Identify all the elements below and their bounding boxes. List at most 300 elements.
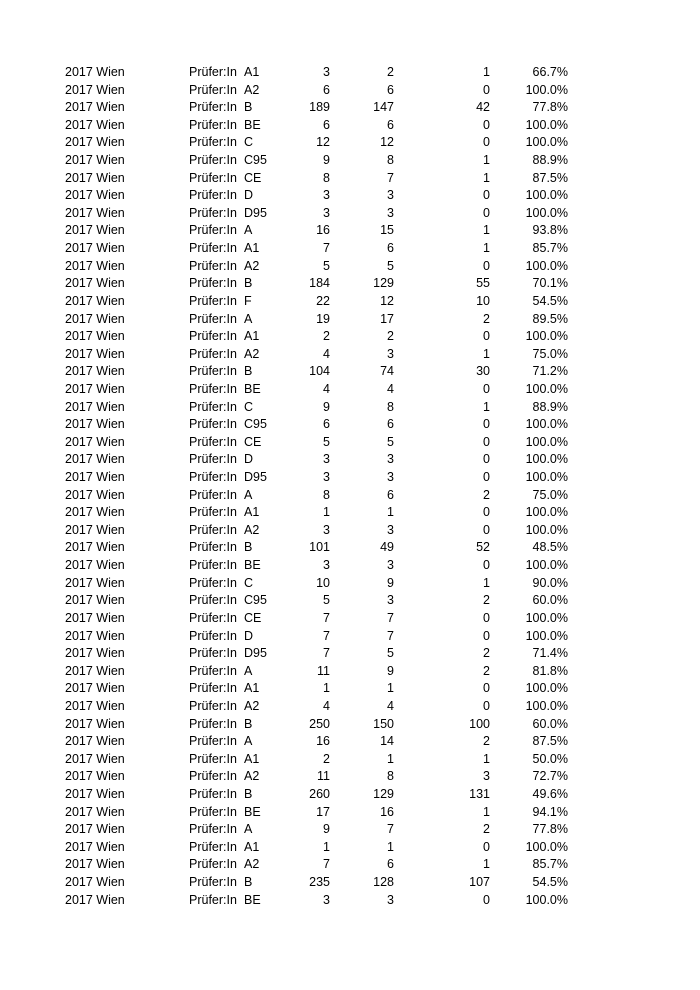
total-count-cell: 5: [323, 593, 330, 608]
total-count-cell: 16: [316, 223, 330, 238]
pass-rate-cell: 72.7%: [532, 769, 568, 784]
total-count-cell: 11: [317, 769, 330, 784]
total-count-cell: 9: [323, 153, 330, 168]
examiner-role-cell: Prüfer:In: [189, 875, 237, 890]
examiner-role-cell: Prüfer:In: [189, 505, 237, 520]
failed-count-cell: 42: [476, 100, 490, 115]
passed-count-cell: 9: [387, 663, 394, 678]
examiner-role-cell: Prüfer:In: [189, 399, 237, 414]
license-class-cell: A1: [244, 329, 260, 344]
license-class-cell: A2: [244, 82, 260, 97]
examiner-role-cell: Prüfer:In: [189, 258, 237, 273]
year-location-cell: 2017 Wien: [65, 293, 125, 308]
failed-count-cell: 3: [483, 769, 490, 784]
table-row: [0, 645, 700, 663]
table-row: [0, 311, 700, 329]
table-row: [0, 275, 700, 293]
license-class-cell: D: [244, 188, 254, 203]
pass-rate-cell: 89.5%: [532, 311, 568, 326]
year-location-cell: 2017 Wien: [65, 205, 125, 220]
total-count-cell: 260: [309, 786, 330, 801]
table-row: [0, 539, 700, 557]
year-location-cell: 2017 Wien: [65, 170, 125, 185]
failed-count-cell: 52: [476, 540, 490, 555]
passed-count-cell: 6: [387, 82, 394, 97]
pass-rate-cell: 100.0%: [525, 470, 568, 485]
table-row: [0, 451, 700, 469]
failed-count-cell: 100: [469, 716, 490, 731]
examiner-role-cell: Prüfer:In: [189, 117, 237, 132]
pass-rate-cell: 54.5%: [532, 875, 568, 890]
pass-rate-cell: 71.2%: [532, 364, 568, 379]
total-count-cell: 2: [323, 329, 330, 344]
failed-count-cell: 10: [476, 293, 490, 308]
pass-rate-cell: 60.0%: [532, 716, 568, 731]
passed-count-cell: 6: [387, 117, 394, 132]
passed-count-cell: 74: [380, 364, 394, 379]
license-class-cell: D95: [244, 470, 267, 485]
examiner-role-cell: Prüfer:In: [189, 470, 237, 485]
total-count-cell: 1: [323, 839, 330, 854]
failed-count-cell: 0: [483, 188, 490, 203]
year-location-cell: 2017 Wien: [65, 610, 125, 625]
year-location-cell: 2017 Wien: [65, 804, 125, 819]
passed-count-cell: 7: [387, 822, 394, 837]
examiner-role-cell: Prüfer:In: [189, 82, 237, 97]
table-row: [0, 152, 700, 170]
year-location-cell: 2017 Wien: [65, 100, 125, 115]
total-count-cell: 1: [323, 505, 330, 520]
passed-count-cell: 4: [387, 698, 394, 713]
license-class-cell: A1: [244, 751, 260, 766]
year-location-cell: 2017 Wien: [65, 188, 125, 203]
examiner-role-cell: Prüfer:In: [189, 681, 237, 696]
examiner-role-cell: Prüfer:In: [189, 822, 237, 837]
passed-count-cell: 150: [373, 716, 394, 731]
failed-count-cell: 1: [483, 223, 490, 238]
examiner-role-cell: Prüfer:In: [189, 100, 237, 115]
pass-rate-cell: 100.0%: [525, 117, 568, 132]
year-location-cell: 2017 Wien: [65, 346, 125, 361]
license-class-cell: CE: [244, 434, 262, 449]
pass-rate-cell: 87.5%: [532, 734, 568, 749]
pass-rate-cell: 100.0%: [525, 839, 568, 854]
table-row: [0, 698, 700, 716]
total-count-cell: 189: [309, 100, 330, 115]
pass-rate-cell: 81.8%: [532, 663, 568, 678]
failed-count-cell: 0: [483, 434, 490, 449]
examiner-role-cell: Prüfer:In: [189, 65, 237, 79]
year-location-cell: 2017 Wien: [65, 135, 125, 150]
year-location-cell: 2017 Wien: [65, 311, 125, 326]
examiner-role-cell: Prüfer:In: [189, 417, 237, 432]
license-class-cell: C95: [244, 153, 267, 168]
table-row: [0, 628, 700, 646]
pass-rate-cell: 85.7%: [532, 857, 568, 872]
failed-count-cell: 0: [483, 505, 490, 520]
table-row: [0, 99, 700, 117]
examiner-role-cell: Prüfer:In: [189, 293, 237, 308]
year-location-cell: 2017 Wien: [65, 628, 125, 643]
pass-rate-cell: 100.0%: [525, 892, 568, 907]
table-row: [0, 64, 700, 82]
pass-rate-cell: 100.0%: [525, 329, 568, 344]
passed-count-cell: 5: [387, 434, 394, 449]
examiner-role-cell: Prüfer:In: [189, 698, 237, 713]
license-class-cell: A1: [244, 241, 260, 256]
examiner-role-cell: Prüfer:In: [189, 857, 237, 872]
pass-rate-cell: 88.9%: [532, 399, 568, 414]
license-class-cell: C: [244, 135, 254, 150]
pass-rate-cell: 100.0%: [525, 205, 568, 220]
table-row: [0, 522, 700, 540]
passed-count-cell: 4: [387, 381, 394, 396]
examiner-role-cell: Prüfer:In: [189, 646, 237, 661]
year-location-cell: 2017 Wien: [65, 434, 125, 449]
passed-count-cell: 15: [380, 223, 394, 238]
year-location-cell: 2017 Wien: [65, 786, 125, 801]
total-count-cell: 4: [323, 698, 330, 713]
pass-rate-cell: 100.0%: [525, 381, 568, 396]
table-row: [0, 804, 700, 822]
year-location-cell: 2017 Wien: [65, 734, 125, 749]
table-row: [0, 328, 700, 346]
pass-rate-cell: 85.7%: [532, 241, 568, 256]
examiner-role-cell: Prüfer:In: [189, 487, 237, 502]
examiner-role-cell: Prüfer:In: [189, 716, 237, 731]
year-location-cell: 2017 Wien: [65, 822, 125, 837]
year-location-cell: 2017 Wien: [65, 452, 125, 467]
table-row: [0, 346, 700, 364]
passed-count-cell: 6: [387, 857, 394, 872]
year-location-cell: 2017 Wien: [65, 558, 125, 573]
failed-count-cell: 0: [483, 205, 490, 220]
license-class-cell: B: [244, 540, 253, 555]
table-row: [0, 117, 700, 135]
failed-count-cell: 1: [483, 857, 490, 872]
year-location-cell: 2017 Wien: [65, 487, 125, 502]
license-class-cell: B: [244, 364, 253, 379]
examiner-role-cell: Prüfer:In: [189, 751, 237, 766]
pass-rate-cell: 70.1%: [532, 276, 568, 291]
table-row: [0, 610, 700, 628]
table-row: [0, 205, 700, 223]
passed-count-cell: 3: [387, 452, 394, 467]
failed-count-cell: 2: [483, 593, 490, 608]
license-class-cell: F: [244, 293, 252, 308]
examiner-role-cell: Prüfer:In: [189, 311, 237, 326]
total-count-cell: 7: [323, 610, 330, 625]
license-class-cell: A1: [244, 65, 260, 79]
license-class-cell: D95: [244, 646, 267, 661]
pass-rate-cell: 100.0%: [525, 82, 568, 97]
failed-count-cell: 0: [483, 82, 490, 97]
passed-count-cell: 129: [373, 786, 394, 801]
year-location-cell: 2017 Wien: [65, 241, 125, 256]
pass-rate-cell: 71.4%: [532, 646, 568, 661]
pass-rate-cell: 100.0%: [525, 522, 568, 537]
table-row: [0, 663, 700, 681]
total-count-cell: 12: [316, 135, 330, 150]
year-location-cell: 2017 Wien: [65, 663, 125, 678]
examiner-role-cell: Prüfer:In: [189, 434, 237, 449]
table-row: [0, 733, 700, 751]
pass-rate-cell: 90.0%: [532, 575, 568, 590]
total-count-cell: 3: [323, 522, 330, 537]
license-class-cell: BE: [244, 558, 261, 573]
license-class-cell: A2: [244, 346, 260, 361]
examiner-role-cell: Prüfer:In: [189, 734, 237, 749]
pass-rate-cell: 100.0%: [525, 558, 568, 573]
table-row: [0, 434, 700, 452]
failed-count-cell: 55: [476, 276, 490, 291]
pass-rate-cell: 94.1%: [532, 804, 568, 819]
failed-count-cell: 1: [483, 804, 490, 819]
table-row: [0, 187, 700, 205]
license-class-cell: BE: [244, 892, 261, 907]
year-location-cell: 2017 Wien: [65, 540, 125, 555]
license-class-cell: A1: [244, 505, 260, 520]
examiner-role-cell: Prüfer:In: [189, 540, 237, 555]
year-location-cell: 2017 Wien: [65, 223, 125, 238]
year-location-cell: 2017 Wien: [65, 575, 125, 590]
license-class-cell: A: [244, 734, 253, 749]
pass-rate-cell: 100.0%: [525, 135, 568, 150]
license-class-cell: BE: [244, 804, 261, 819]
passed-count-cell: 5: [387, 258, 394, 273]
total-count-cell: 10: [316, 575, 330, 590]
examiner-role-cell: Prüfer:In: [189, 346, 237, 361]
license-class-cell: A: [244, 663, 253, 678]
failed-count-cell: 1: [483, 751, 490, 766]
total-count-cell: 3: [323, 452, 330, 467]
total-count-cell: 1: [323, 681, 330, 696]
table-row: [0, 469, 700, 487]
table-row: [0, 856, 700, 874]
license-class-cell: A: [244, 822, 253, 837]
license-class-cell: D: [244, 628, 254, 643]
pass-rate-cell: 100.0%: [525, 505, 568, 520]
license-class-cell: A1: [244, 681, 260, 696]
table-row: [0, 575, 700, 593]
pass-rate-cell: 50.0%: [532, 751, 568, 766]
license-class-cell: D: [244, 452, 254, 467]
pass-rate-cell: 100.0%: [525, 258, 568, 273]
passed-count-cell: 5: [387, 646, 394, 661]
table-row: [0, 892, 700, 910]
pass-rate-cell: 88.9%: [532, 153, 568, 168]
examiner-role-cell: Prüfer:In: [189, 663, 237, 678]
passed-count-cell: 3: [387, 558, 394, 573]
examiner-role-cell: Prüfer:In: [189, 628, 237, 643]
license-class-cell: A2: [244, 522, 260, 537]
pass-rate-cell: 100.0%: [525, 698, 568, 713]
examiner-role-cell: Prüfer:In: [189, 153, 237, 168]
passed-count-cell: 3: [387, 470, 394, 485]
pass-rate-cell: 87.5%: [532, 170, 568, 185]
total-count-cell: 104: [309, 364, 330, 379]
failed-count-cell: 0: [483, 470, 490, 485]
total-count-cell: 17: [316, 804, 330, 819]
examiner-role-cell: Prüfer:In: [189, 223, 237, 238]
passed-count-cell: 8: [387, 399, 394, 414]
table-row: [0, 557, 700, 575]
year-location-cell: 2017 Wien: [65, 769, 125, 784]
license-class-cell: A: [244, 223, 253, 238]
passed-count-cell: 17: [380, 311, 394, 326]
table-row: [0, 416, 700, 434]
failed-count-cell: 2: [483, 487, 490, 502]
total-count-cell: 16: [316, 734, 330, 749]
examiner-role-cell: Prüfer:In: [189, 769, 237, 784]
examiner-role-cell: Prüfer:In: [189, 558, 237, 573]
total-count-cell: 7: [323, 241, 330, 256]
year-location-cell: 2017 Wien: [65, 329, 125, 344]
failed-count-cell: 1: [483, 346, 490, 361]
failed-count-cell: 0: [483, 381, 490, 396]
passed-count-cell: 16: [380, 804, 394, 819]
failed-count-cell: 0: [483, 522, 490, 537]
table-row: [0, 680, 700, 698]
license-class-cell: B: [244, 276, 253, 291]
year-location-cell: 2017 Wien: [65, 117, 125, 132]
failed-count-cell: 0: [483, 892, 490, 907]
passed-count-cell: 3: [387, 188, 394, 203]
year-location-cell: 2017 Wien: [65, 875, 125, 890]
pass-rate-cell: 100.0%: [525, 417, 568, 432]
failed-count-cell: 2: [483, 734, 490, 749]
examiner-role-cell: Prüfer:In: [189, 786, 237, 801]
failed-count-cell: 1: [483, 399, 490, 414]
passed-count-cell: 1: [387, 839, 394, 854]
passed-count-cell: 12: [380, 293, 394, 308]
failed-count-cell: 0: [483, 258, 490, 273]
table-row: [0, 716, 700, 734]
year-location-cell: 2017 Wien: [65, 522, 125, 537]
total-count-cell: 7: [323, 628, 330, 643]
license-class-cell: C: [244, 399, 254, 414]
table-row: [0, 258, 700, 276]
license-class-cell: B: [244, 875, 253, 890]
license-class-cell: C95: [244, 593, 267, 608]
total-count-cell: 184: [309, 276, 330, 291]
failed-count-cell: 0: [483, 610, 490, 625]
total-count-cell: 235: [309, 875, 330, 890]
total-count-cell: 4: [323, 381, 330, 396]
year-location-cell: 2017 Wien: [65, 276, 125, 291]
pass-rate-cell: 75.0%: [532, 346, 568, 361]
pass-rate-cell: 48.5%: [532, 540, 568, 555]
examiner-role-cell: Prüfer:In: [189, 170, 237, 185]
examiner-role-cell: Prüfer:In: [189, 241, 237, 256]
total-count-cell: 3: [323, 558, 330, 573]
total-count-cell: 7: [323, 857, 330, 872]
total-count-cell: 9: [323, 822, 330, 837]
table-row: [0, 592, 700, 610]
pass-rate-cell: 100.0%: [525, 452, 568, 467]
table-row: [0, 240, 700, 258]
license-class-cell: C95: [244, 417, 267, 432]
year-location-cell: 2017 Wien: [65, 751, 125, 766]
passed-count-cell: 7: [387, 610, 394, 625]
year-location-cell: 2017 Wien: [65, 399, 125, 414]
passed-count-cell: 1: [387, 681, 394, 696]
passed-count-cell: 8: [387, 153, 394, 168]
license-class-cell: A2: [244, 698, 260, 713]
passed-count-cell: 3: [387, 205, 394, 220]
pass-rate-cell: 77.8%: [532, 100, 568, 115]
license-class-cell: C: [244, 575, 254, 590]
pass-rate-cell: 100.0%: [525, 610, 568, 625]
passed-count-cell: 129: [373, 276, 394, 291]
passed-count-cell: 6: [387, 487, 394, 502]
license-class-cell: B: [244, 100, 253, 115]
passed-count-cell: 7: [387, 628, 394, 643]
year-location-cell: 2017 Wien: [65, 857, 125, 872]
passed-count-cell: 1: [387, 505, 394, 520]
table-row: [0, 170, 700, 188]
license-class-cell: B: [244, 716, 253, 731]
year-location-cell: 2017 Wien: [65, 593, 125, 608]
failed-count-cell: 0: [483, 135, 490, 150]
examiner-role-cell: Prüfer:In: [189, 381, 237, 396]
license-class-cell: B: [244, 786, 253, 801]
year-location-cell: 2017 Wien: [65, 892, 125, 907]
failed-count-cell: 0: [483, 329, 490, 344]
table-row: [0, 821, 700, 839]
total-count-cell: 6: [323, 82, 330, 97]
table-row: [0, 751, 700, 769]
passed-count-cell: 8: [387, 769, 394, 784]
failed-count-cell: 0: [483, 839, 490, 854]
license-class-cell: A1: [244, 839, 260, 854]
examiner-role-cell: Prüfer:In: [189, 522, 237, 537]
examiner-role-cell: Prüfer:In: [189, 892, 237, 907]
pass-rate-cell: 54.5%: [532, 293, 568, 308]
year-location-cell: 2017 Wien: [65, 698, 125, 713]
total-count-cell: 250: [309, 716, 330, 731]
license-class-cell: A2: [244, 857, 260, 872]
examiner-role-cell: Prüfer:In: [189, 839, 237, 854]
examiner-role-cell: Prüfer:In: [189, 593, 237, 608]
table-row: [0, 487, 700, 505]
license-class-cell: A: [244, 311, 253, 326]
total-count-cell: 11: [317, 663, 330, 678]
passed-count-cell: 6: [387, 241, 394, 256]
total-count-cell: 6: [323, 417, 330, 432]
license-class-cell: CE: [244, 610, 262, 625]
license-class-cell: D95: [244, 205, 267, 220]
year-location-cell: 2017 Wien: [65, 82, 125, 97]
license-class-cell: A2: [244, 258, 260, 273]
table-row: [0, 82, 700, 100]
year-location-cell: 2017 Wien: [65, 470, 125, 485]
total-count-cell: 2: [323, 751, 330, 766]
passed-count-cell: 3: [387, 593, 394, 608]
passed-count-cell: 147: [373, 100, 394, 115]
total-count-cell: 19: [316, 311, 330, 326]
total-count-cell: 101: [309, 540, 330, 555]
total-count-cell: 4: [323, 346, 330, 361]
passed-count-cell: 128: [373, 875, 394, 890]
examiner-role-cell: Prüfer:In: [189, 205, 237, 220]
table-row: [0, 874, 700, 892]
passed-count-cell: 3: [387, 522, 394, 537]
passed-count-cell: 6: [387, 417, 394, 432]
total-count-cell: 7: [323, 646, 330, 661]
failed-count-cell: 0: [483, 628, 490, 643]
license-class-cell: A: [244, 487, 253, 502]
